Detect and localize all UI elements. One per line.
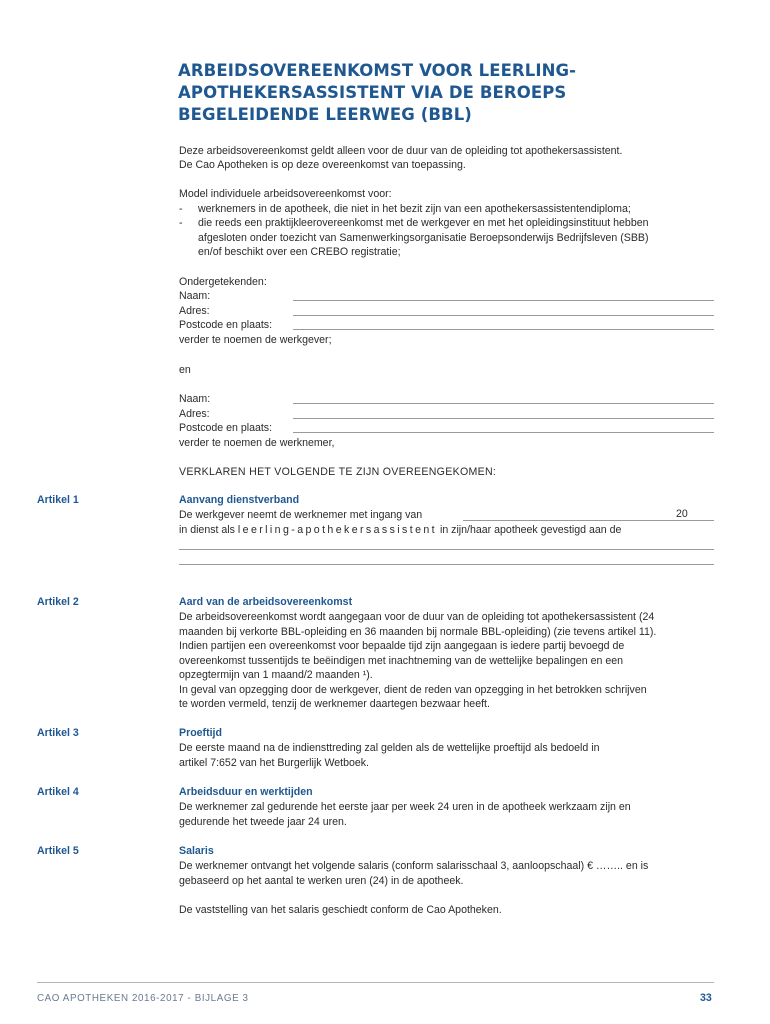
article-text: De werknemer zal gedurende het eerste jaar per week 24 uren in de apotheek werkzaam zijn en [179, 801, 631, 813]
name-label: Naam: [179, 290, 211, 302]
article-text: opzegtermijn van 1 maand/2 maanden ¹). [179, 669, 373, 681]
article-label: Artikel 2 [37, 596, 79, 608]
year-prefix: 20 [676, 508, 688, 520]
name-label: Naam: [179, 393, 211, 405]
article-text: gedurende het tweede jaar 24 uren. [179, 816, 347, 828]
title-line: APOTHEKERSASSISTENT VIA DE BEROEPS [178, 83, 567, 102]
article-title: Proeftijd [179, 727, 222, 739]
employer-address-field[interactable] [293, 315, 714, 316]
article-text: te worden vermeld, tenzij de werknemer daartegen bezwaar heeft. [179, 698, 490, 710]
postcode-label: Postcode en plaats: [179, 422, 273, 434]
employee-name-field[interactable] [293, 403, 714, 404]
article-text: De werknemer ontvangt het volgende salaris (conform salarisschaal 3, aanloopschaal) € …….. en is [179, 860, 649, 872]
footer-divider [37, 982, 714, 983]
article-text [179, 523, 621, 538]
article-title: Aard van de arbeidsovereenkomst [179, 596, 353, 608]
bullet-text: afgesloten onder toezicht van Samenwerkingsorganisatie Beroepsonderwijs Bedrijfsleven (SBB) [198, 232, 649, 244]
article-text: Indien partijen een overeenkomst voor bepaalde tijd zijn aangegaan is iedere partij bevoegd de [179, 640, 625, 652]
article-title: Arbeidsduur en werktijden [179, 786, 313, 798]
article-title: Aanvang dienstverband [179, 494, 300, 506]
article-text: De werkgever neemt de werknemer met ingang van [179, 509, 423, 521]
article-text: De arbeidsovereenkomst wordt aangegaan voor de duur van de opleiding tot apothekersassistent (24 [179, 611, 655, 623]
article-label: Artikel 4 [37, 786, 79, 798]
address-label: Adres: [179, 305, 210, 317]
article-text: In geval van opzegging door de werkgever, dient de reden van opzegging in het betrokken schrijven [179, 684, 647, 696]
bullet-text: werknemers in de apotheek, die niet in het bezit zijn van een apothekersassistentendiploma; [198, 203, 631, 215]
article-text-part: in zijn/haar apotheek gevestigd aan de [439, 524, 622, 536]
bullet-dash: - [179, 203, 183, 215]
declaration-heading: VERKLAREN HET VOLGENDE TE ZIJN OVEREENGEKOMEN: [179, 466, 497, 478]
article-text: De eerste maand na de indiensttreding zal gelden als de wettelijke proeftijd als bedoeld in [179, 742, 600, 754]
bullet-dash: - [179, 217, 183, 229]
job-title-spaced: leerling-apothekersassistent [237, 524, 438, 536]
article-text: overeenkomst tussentijds te beëindigen met inachtneming van de wettelijke bepalingen en een [179, 655, 624, 667]
article-text: gebaseerd op het aantal te werken uren (24) in de apotheek. [179, 875, 464, 887]
intro-text: De Cao Apotheken is op deze overeenkomst van toepassing. [179, 159, 466, 171]
article-text: maanden bij verkorte BBL-opleiding en 36 maanden bij normale BBL-opleiding) (zie tevens artikel 11). [179, 626, 657, 638]
signatories-label: Ondergetekenden: [179, 276, 267, 288]
page-title [178, 60, 698, 126]
title-line: ARBEIDSOVEREENKOMST VOOR LEERLING- [178, 61, 577, 80]
address-field-line[interactable] [179, 564, 714, 565]
employer-name-field[interactable] [293, 300, 714, 301]
address-label: Adres: [179, 408, 210, 420]
model-heading: Model individuele arbeidsovereenkomst voor: [179, 188, 392, 200]
and-label: en [179, 364, 191, 376]
bullet-text: die reeds een praktijkleerovereenkomst met de werkgever en met het opleidingsinstituut hebben [198, 217, 649, 229]
title-line: BEGELEIDENDE LEERWEG (BBL) [178, 105, 472, 124]
employee-note: verder te noemen de werknemer, [179, 437, 335, 449]
article-text: artikel 7:652 van het Burgerlijk Wetboek. [179, 757, 370, 769]
article-text: De vaststelling van het salaris geschiedt conform de Cao Apotheken. [179, 904, 502, 916]
article-title: Salaris [179, 845, 214, 857]
postcode-label: Postcode en plaats: [179, 319, 273, 331]
page-number: 33 [700, 992, 712, 1004]
employee-postcode-field[interactable] [293, 432, 714, 433]
employer-note: verder te noemen de werkgever; [179, 334, 332, 346]
intro-text: Deze arbeidsovereenkomst geldt alleen voor de duur van de opleiding tot apothekersassistent. [179, 145, 623, 157]
article-label: Artikel 3 [37, 727, 79, 739]
footer-title: CAO APOTHEKEN 2016-2017 - BIJLAGE 3 [37, 993, 249, 1004]
address-field-line[interactable] [179, 549, 714, 550]
employer-postcode-field[interactable] [293, 329, 714, 330]
start-date-field[interactable] [463, 520, 714, 521]
article-label: Artikel 5 [37, 845, 79, 857]
article-text-part: in dienst als [179, 524, 235, 536]
employee-address-field[interactable] [293, 418, 714, 419]
bullet-text: en/of beschikt over een CREBO registratie; [198, 246, 401, 258]
article-label: Artikel 1 [37, 494, 79, 506]
